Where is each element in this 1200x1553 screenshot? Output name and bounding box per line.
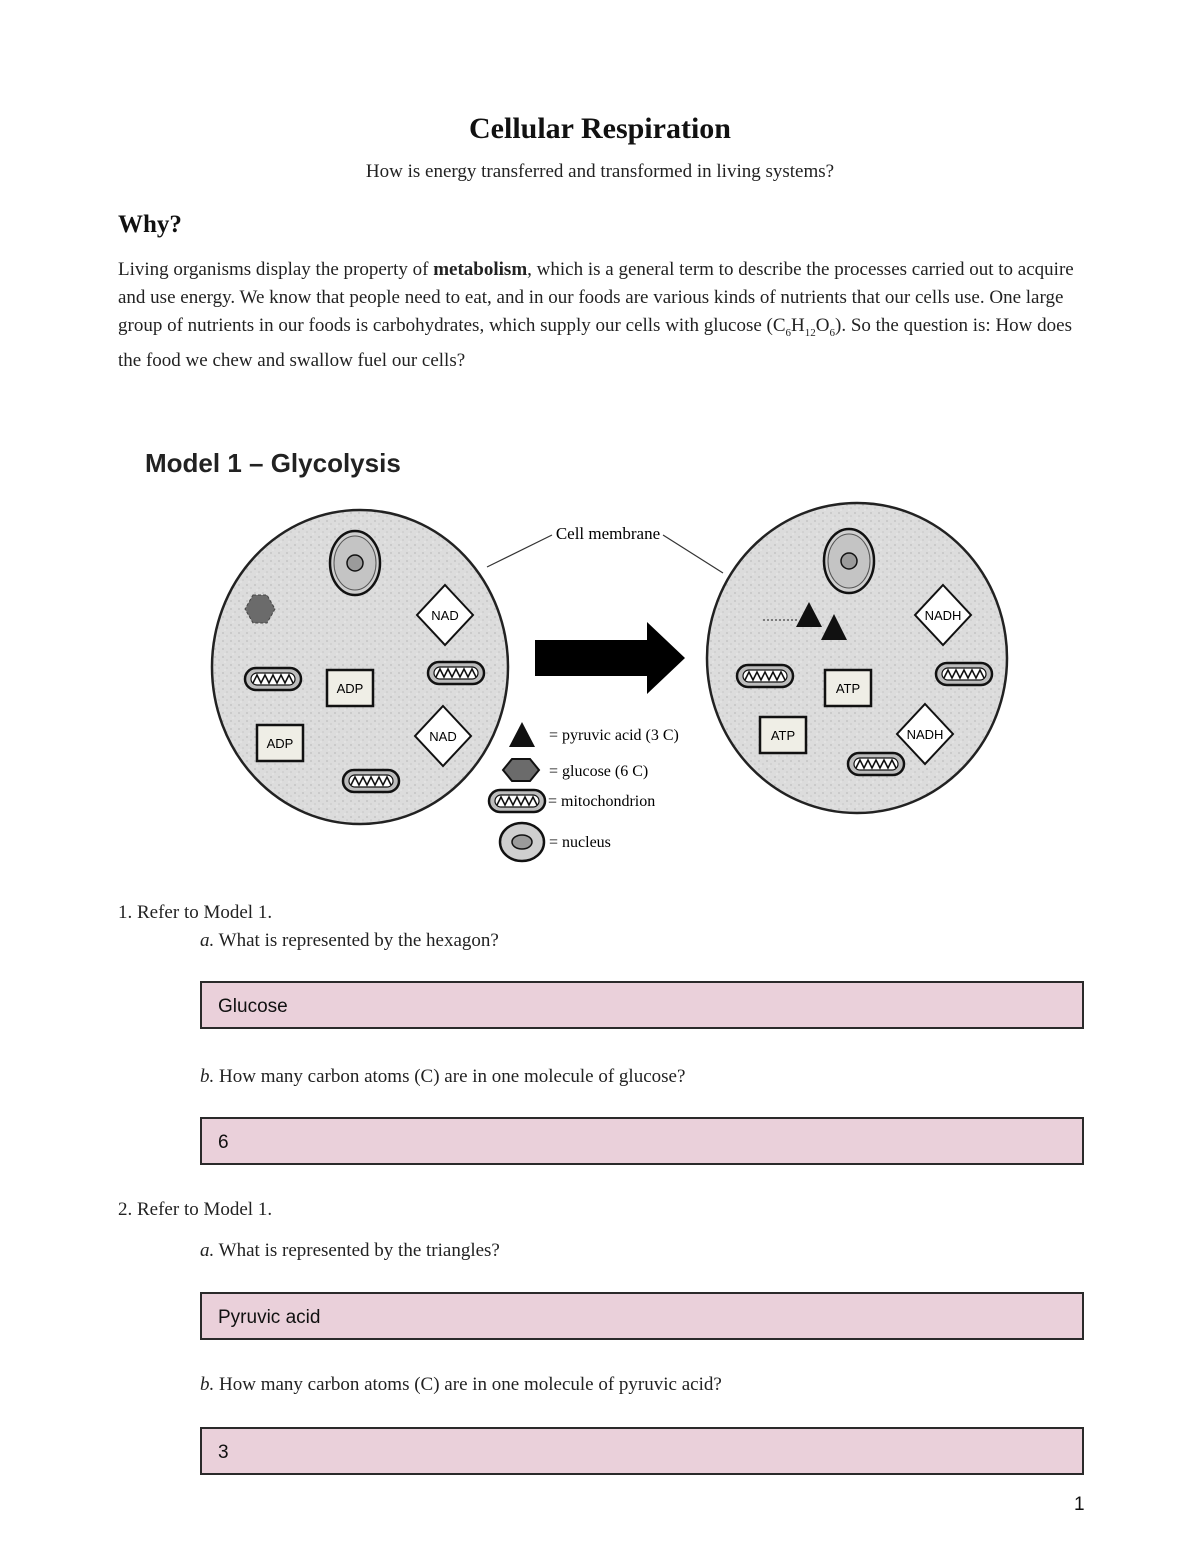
legend: [489, 722, 679, 861]
page-subtitle: How is energy transferred and transformed in living systems?: [365, 161, 835, 182]
mitochondrion-icon: [428, 662, 484, 684]
atp-box-2: [760, 717, 806, 753]
question-1a: a. What is represented by the hexagon?: [200, 930, 499, 951]
model-title: Model 1 – Glycolysis: [145, 448, 401, 478]
svg-text:= nucleus: = nucleus: [549, 834, 611, 851]
answer-field-1b[interactable]: 6: [200, 1117, 1084, 1165]
svg-text:ATP: ATP: [770, 728, 796, 743]
page-number: 1: [1074, 1494, 1085, 1515]
metabolism-term: metabolism: [433, 259, 528, 280]
glucose-hexagon-icon: [503, 759, 539, 781]
svg-text:= glucose (6 C): = glucose (6 C): [549, 763, 649, 780]
mitochondrion-icon: [848, 753, 904, 775]
svg-text:= mitochondrion: = mitochondrion: [548, 793, 656, 810]
pyruvic-triangle-icon: [509, 722, 535, 747]
mitochondrion-icon: [936, 663, 992, 685]
mitochondrion-icon: [343, 770, 399, 792]
mitochondrion-icon: [245, 668, 301, 690]
nucleus-icon: [330, 531, 380, 595]
question-1b: b. How many carbon atoms (C) are in one molecule of glucose?: [200, 1066, 686, 1087]
answer-field-2a[interactable]: Pyruvic acid: [200, 1292, 1084, 1340]
why-heading: Why?: [118, 211, 182, 238]
nucleus-icon: [500, 823, 544, 861]
right-cell: [707, 503, 1007, 813]
svg-text:Cell membrane: Cell membrane: [555, 524, 661, 543]
page-title: Cellular Respiration: [469, 112, 731, 145]
why-paragraph: Living organisms display the property of metabolism, which is a general term to describe the processes carried out to acquire and use energy. We know that people need to eat, and in our foods are various kinds of nutrients that our cells use. One large group of nutrients in our foods is carbohydrates, which supply our cells with glucose $(C_6H_{12}O_6)$. So the question is: How does the food we chew and swallow fuel our cells?: [118, 259, 1074, 371]
svg-text:ADP: ADP: [336, 681, 364, 696]
glycolysis-diagram: [205, 495, 1025, 870]
svg-text:NADH: NADH: [906, 727, 944, 742]
answer-field-2b[interactable]: 3: [200, 1427, 1084, 1475]
question-1: 1. Refer to Model 1.: [118, 902, 273, 923]
question-2b: b. How many carbon atoms (C) are in one molecule of pyruvic acid?: [200, 1374, 722, 1395]
nucleus-icon: [824, 529, 874, 593]
membrane-label: [487, 524, 723, 573]
svg-text:ADP: ADP: [266, 736, 294, 751]
arrow-right-icon: [535, 622, 685, 694]
question-2a: a. What is represented by the triangles?: [200, 1240, 500, 1261]
adp-box-1: [327, 670, 373, 706]
svg-text:NAD: NAD: [431, 608, 459, 623]
svg-text:= pyruvic acid (3 C): = pyruvic acid (3 C): [549, 727, 679, 744]
svg-text:NAD: NAD: [429, 729, 457, 744]
adp-box-2: [257, 725, 303, 761]
answer-field-1a[interactable]: Glucose: [200, 981, 1084, 1029]
question-2: 2. Refer to Model 1.: [118, 1199, 273, 1220]
svg-text:NADH: NADH: [924, 608, 962, 623]
atp-box-1: [825, 670, 871, 706]
svg-text:ATP: ATP: [835, 681, 861, 696]
mitochondrion-icon: [737, 665, 793, 687]
mitochondrion-icon: [489, 790, 545, 812]
left-cell: [212, 510, 508, 824]
